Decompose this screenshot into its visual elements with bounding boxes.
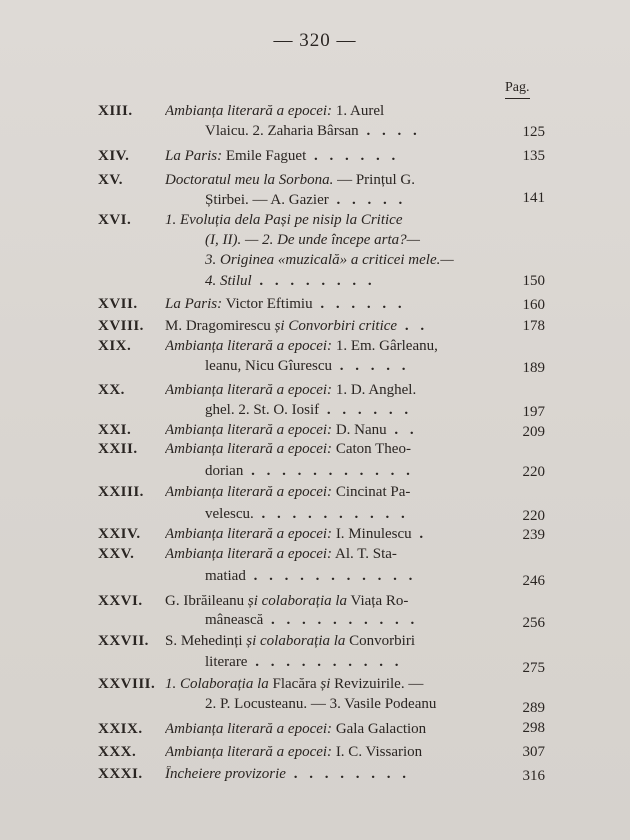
pag-column-label: Pag. [505,80,530,99]
title-text: M. Dragomirescu [165,318,271,334]
chapter-title-line [205,402,495,419]
leader-dots: . . . . . . [312,296,406,312]
chapter-title-line [205,506,495,523]
title-text: S. Mehedinți [165,633,243,649]
chapter-title-line [165,593,495,610]
page-reference: 197 [522,404,545,420]
chapter-number: XIII. [98,103,133,119]
chapter-title-line [165,148,495,165]
chapter-number: XXII. [98,441,138,457]
chapter-number: XXI. [98,422,132,438]
title-text: matiad [205,568,246,584]
page-reference: 256 [522,615,545,631]
title-text: mânească [205,612,264,628]
italic-title-text: Ambianța literară a epocei: [165,721,333,737]
title-text: I. Minulescu [332,526,412,542]
chapter-title-line [165,633,495,650]
chapter-number: XXVI. [98,593,143,609]
italic-title-text: La Paris: [165,296,223,312]
leader-dots: . . . . . . . . [285,766,410,782]
chapter-title-line [205,568,495,585]
chapter-title-line [165,526,495,543]
title-text: dorian [205,463,244,479]
page-reference: 141 [522,190,545,206]
chapter-title-line [205,192,495,209]
italic-title-text: Ambianța literară a epocei: [165,744,333,760]
chapter-number: XXX. [98,744,137,760]
leader-dots: . . . . . . . . . . . [245,568,417,584]
italic-title-text: și [316,676,331,692]
title-text: Convorbiri [345,633,416,649]
chapter-title-line [165,676,495,693]
chapter-number: XXVIII. [98,676,156,692]
page-reference: 316 [522,768,545,784]
title-text: Emile Faguet [222,148,307,164]
page-reference: 150 [522,273,545,289]
title-text: literare [205,654,248,670]
title-text: I. C. Vissarion [332,744,423,760]
page-reference: 307 [522,744,545,760]
chapter-title-line [165,318,495,335]
italic-title-text: Ambianța literară a epocei: [165,484,333,500]
title-text: 1. D. Anghel. [332,382,417,398]
title-text: Gala Galaction [332,721,427,737]
title-text: Victor Eftimiu [222,296,313,312]
leader-dots: . . [397,318,429,334]
title-text: Flacăra [268,676,317,692]
leader-dots: . . . . . . . . . . [253,506,409,522]
leader-dots: . . . . . . [306,148,400,164]
page-reference: 178 [522,318,545,334]
chapter-number: XIX. [98,338,132,354]
page-reference: 298 [522,720,545,736]
title-text: 1. Aurel [332,103,385,119]
chapter-title-line [165,338,495,355]
chapter-title-line [165,766,495,783]
chapter-number: XXV. [98,546,135,562]
page-reference: 135 [522,148,545,164]
italic-title-text: și colaborația la [242,633,346,649]
chapter-number: XX. [98,382,125,398]
chapter-title-line [165,484,495,501]
chapter-title-line [165,721,495,738]
title-text: 2. P. Locusteanu. — 3. Vasile Podeanu [205,696,437,712]
chapter-title-line [205,232,495,249]
page-reference: 246 [522,573,545,589]
chapter-number: XV. [98,172,123,188]
page-reference: 125 [522,124,545,140]
title-text: Caton Theo- [332,441,411,457]
leader-dots: . . . . . [328,192,407,208]
italic-title-text: și Convorbiri critice [270,318,398,334]
chapter-title-line [205,463,495,480]
title-text: velescu. [205,506,254,522]
italic-title-text: (I, II). — 2. De unde începe arta?— [205,232,420,248]
leader-dots: . . [386,422,418,438]
italic-title-text: Ambianța literară a epocei: [165,338,333,354]
page-reference: 189 [522,360,545,376]
chapter-title-line [165,422,495,439]
italic-title-text: 1. Evoluția dela Pași pe nisip la Critice [165,212,403,228]
title-text: Revizuirile. — [330,676,424,692]
page-reference: 220 [522,508,545,524]
chapter-title-line [165,103,495,120]
chapter-number: XXIX. [98,721,143,737]
italic-title-text: Doctoratul meu la Sorbona. [165,172,334,188]
chapter-title-line [165,172,495,189]
title-text: G. Ibrăileanu [165,593,245,609]
italic-title-text: Ambianța literară a epocei: [165,422,333,438]
title-text: Viața Ro- [347,593,409,609]
title-text: ghel. 2. St. O. Iosif [205,402,320,418]
page-reference: 289 [522,700,545,716]
italic-title-text: și colaborația la [244,593,348,609]
chapter-title-line [165,296,495,313]
chapter-title-line [165,212,495,229]
italic-title-text: Ambianța literară a epocei: [165,103,333,119]
italic-title-text: 4. Stilul [205,273,252,289]
chapter-number: XXIII. [98,484,144,500]
italic-title-text: Ambianța literară a epocei: [165,526,333,542]
chapter-title-line [205,612,495,629]
italic-title-text: La Paris: [165,148,223,164]
chapter-number: XVII. [98,296,138,312]
chapter-number: XXXI. [98,766,143,782]
page-number-header: — 320 — [273,30,357,51]
title-text: 1. Em. Gârleanu, [332,338,438,354]
italic-title-text: Ambianța literară a epocei: [165,546,333,562]
chapter-title-line [165,546,495,563]
chapter-number: XVI. [98,212,132,228]
chapter-title-line [165,441,495,458]
page-reference: 239 [522,527,545,543]
chapter-title-line [205,123,495,140]
chapter-title-line [205,358,495,375]
chapter-number: XVIII. [98,318,144,334]
title-text: Cincinat Pa- [332,484,411,500]
chapter-title-line [165,382,495,399]
page-reference: 209 [522,424,545,440]
page-reference: 160 [522,297,545,313]
italic-title-text: Încheiere provizorie [165,766,286,782]
italic-title-text: Ambianța literară a epocei: [165,382,333,398]
leader-dots: . . . . . . . . . . . [243,463,414,479]
title-text: Al. T. Sta- [332,546,397,562]
chapter-number: XIV. [98,148,130,164]
chapter-title-line [165,744,495,761]
leader-dots: . . . . [358,123,421,139]
page-reference: 275 [522,660,545,676]
title-text: — Prințul G. [333,172,416,188]
chapter-title-line [205,273,495,290]
chapter-title-line [205,654,495,671]
chapter-title-line [205,252,495,269]
title-text: leanu, Nicu Gîurescu [205,358,333,374]
leader-dots: . . . . . . . . [251,273,376,289]
leader-dots: . [411,526,428,542]
leader-dots: . . . . . . . . . . [247,654,403,670]
chapter-title-line [205,696,495,713]
italic-title-text: 3. Originea «muzicală» a criticei mele.— [205,252,454,268]
title-text: Știrbei. — A. Gazier [205,192,329,208]
chapter-number: XXIV. [98,526,141,542]
italic-title-text: 1. Colaborația la [165,676,269,692]
leader-dots: . . . . . . . . . . [263,612,419,628]
title-text: D. Nanu [332,422,387,438]
title-text: Vlaicu. 2. Zaharia Bârsan [205,123,359,139]
page-reference: 220 [522,464,545,480]
italic-title-text: Ambianța literară a epocei: [165,441,333,457]
leader-dots: . . . . . [332,358,410,374]
leader-dots: . . . . . . [319,402,413,418]
chapter-number: XXVII. [98,633,149,649]
